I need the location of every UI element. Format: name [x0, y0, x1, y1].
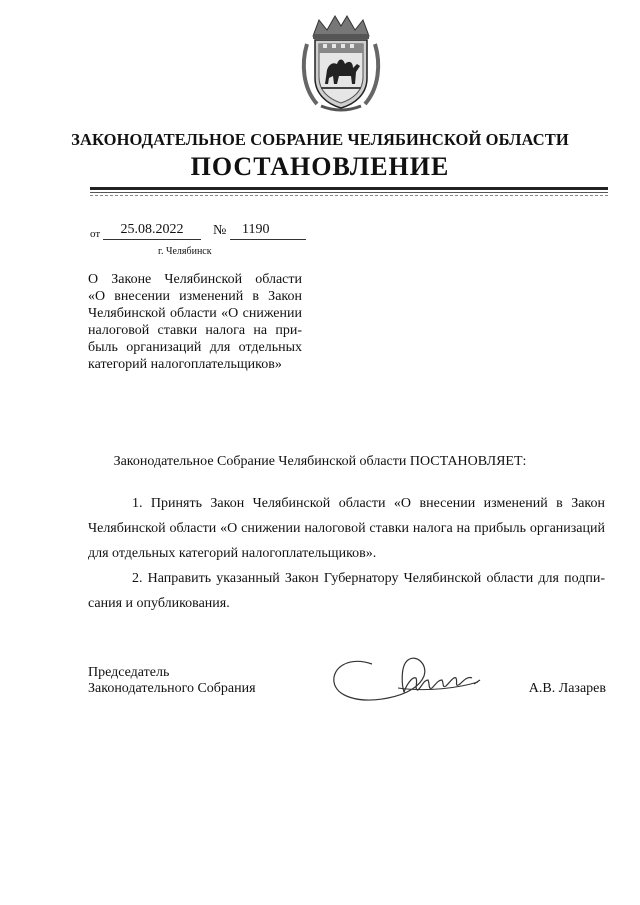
paragraph-line: для отдельных категорий налогоплательщиков».	[88, 546, 377, 561]
coat-of-arms-icon	[299, 14, 383, 112]
city-label: г. Челябинск	[158, 246, 212, 257]
subject-line: категорий налогоплательщиков»	[88, 357, 282, 372]
handwritten-signature-icon	[328, 646, 493, 706]
subject-line: налоговой ставки налога на при-	[88, 323, 302, 338]
paragraph-line: 1. Принять Закон Челябинской области «О внесении изменений в Закон	[132, 496, 605, 511]
header-divider-dotted	[90, 195, 608, 196]
assembly-name: ЗАКОНОДАТЕЛЬНОЕ СОБРАНИЕ ЧЕЛЯБИНСКОЙ ОБЛАСТИ	[71, 130, 569, 149]
subject-line: быль организаций для отдельных	[88, 340, 302, 355]
date-prefix: от	[90, 228, 101, 240]
document-subject	[88, 271, 302, 373]
signatory-title	[88, 665, 256, 697]
document-number: 1190	[230, 222, 306, 240]
number-sign: №	[213, 223, 227, 238]
subject-line: «О внесении изменений в Закон	[88, 289, 302, 304]
signatory-title-line: Законодательного Собрания	[88, 681, 256, 696]
paragraph-1	[88, 491, 605, 566]
paragraph-line: сания и опубликования.	[88, 596, 230, 611]
header-divider-thick	[90, 187, 608, 190]
signatory-name: А.В. Лазарев	[528, 681, 606, 696]
document-date: 25.08.2022	[103, 222, 201, 240]
header-divider-thin	[90, 192, 608, 193]
paragraph-line: Челябинской области «О снижении налоговой ставки налога на прибыль организаций	[88, 521, 605, 536]
subject-line: Челябинской области «О снижении	[88, 306, 302, 321]
subject-line: О Законе Челябинской области	[88, 272, 302, 287]
decree-statement: Законодательное Собрание Челябинской области ПОСТАНОВЛЯЕТ:	[113, 454, 527, 469]
signatory-title-line: Председатель	[88, 665, 170, 680]
document-type-title: ПОСТАНОВЛЕНИЕ	[190, 152, 450, 181]
paragraph-2	[88, 566, 605, 616]
paragraph-line: 2. Направить указанный Закон Губернатору Челябинской области для подпи-	[132, 571, 605, 586]
date-number-row	[90, 222, 320, 242]
